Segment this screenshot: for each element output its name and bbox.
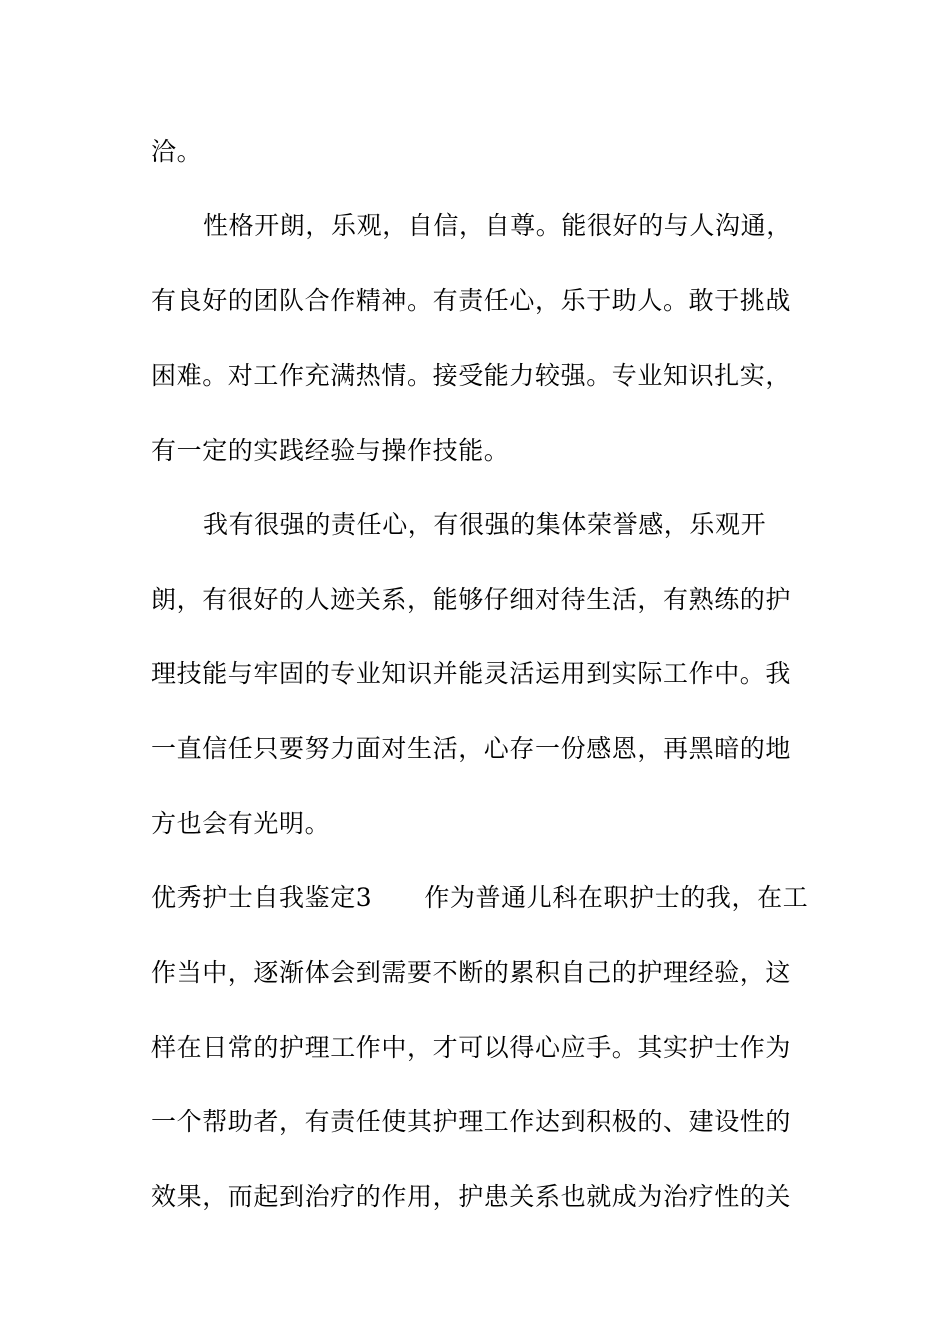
text-line: 有一定的实践经验与操作技能。 <box>151 436 510 465</box>
section-heading-line <box>151 882 808 914</box>
text-line: 样在日常的护理工作中，才可以得心应手。其实护士作为 <box>151 1033 792 1062</box>
text-line: 有良好的团队合作精神。有责任心，乐于助人。敢于挑战 <box>151 286 792 315</box>
text-line: 困难。对工作充满热情。接受能力较强。专业知识扎实， <box>151 361 792 390</box>
text-line: 方也会有光明。 <box>151 809 331 838</box>
text-line: 理技能与牢固的专业知识并能灵活运用到实际工作中。我 <box>151 659 792 688</box>
text-line: 作当中，逐渐体会到需要不断的累积自己的护理经验，这 <box>151 958 792 987</box>
paragraph-start-line: 我有很强的责任心，有很强的集体荣誉感，乐观开 <box>203 510 767 539</box>
text-line: 朗，有很好的人迹关系，能够仔细对待生活，有熟练的护 <box>151 585 792 614</box>
text-line: 洽。 <box>151 137 203 166</box>
section-heading: 优秀护士自我鉴定3 <box>151 883 373 912</box>
paragraph-start-line: 性格开朗，乐观，自信，自尊。能很好的与人沟通， <box>203 211 792 240</box>
text-line: 效果，而起到治疗的作用，护患关系也就成为治疗性的关 <box>151 1182 792 1211</box>
text-line: 一直信任只要努力面对生活，心存一份感恩，再黑暗的地 <box>151 734 792 763</box>
text-line: 一个帮助者，有责任使其护理工作达到积极的、建设性的 <box>151 1107 792 1136</box>
section-first-line-text: 作为普通儿科在职护士的我，在工 <box>424 883 809 912</box>
